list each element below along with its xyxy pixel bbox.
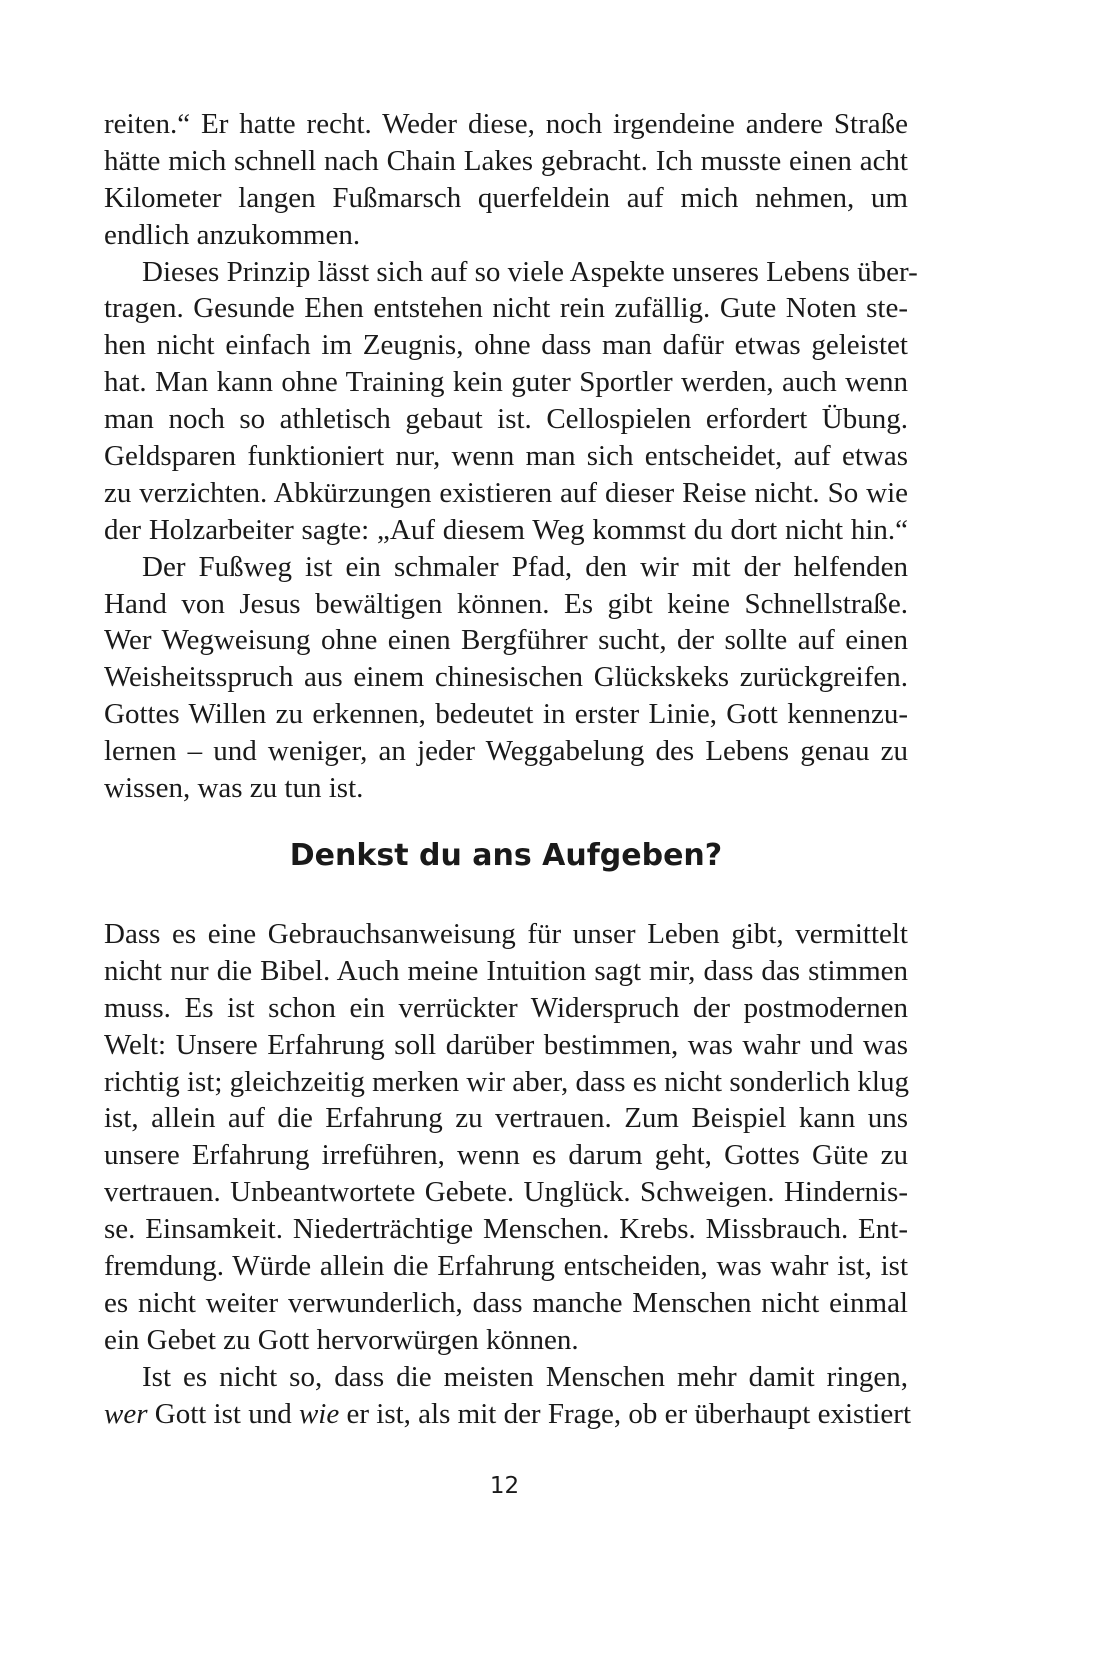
- text-run: er ist, als mit der Frage, ob er überhaupt existiert: [339, 1397, 912, 1430]
- paragraph: [104, 106, 908, 254]
- text-line: nicht nur die Bibel. Auch meine Intuition sagt mir, dass das stimmen: [104, 954, 908, 987]
- text-line: Weisheitsspruch aus einem chinesischen Glückskeks zurückgreifen.: [104, 661, 908, 694]
- text-line: zu verzichten. Abkürzungen existieren auf dieser Reise nicht. So wie: [104, 476, 908, 509]
- text-line: hat. Man kann ohne Training kein guter Sportler werden, auch wenn: [104, 366, 908, 399]
- text-line: Gottes Willen zu erkennen, bedeutet in erster Linie, Gott kennenzu-: [104, 698, 908, 731]
- paragraph: [104, 549, 908, 807]
- text-line: Ist es nicht so, dass die meisten Menschen mehr damit ringen,: [142, 1360, 908, 1393]
- paragraph: [104, 1359, 912, 1433]
- text-section-bottom: [104, 916, 912, 1432]
- text-line: muss. Es ist schon ein verrückter Widerspruch der postmodernen: [104, 991, 908, 1024]
- text-line: se. Einsamkeit. Niederträchtige Menschen. Krebs. Missbrauch. Ent-: [104, 1213, 908, 1246]
- text-line: unsere Erfahrung irreführen, wenn es darum geht, Gottes Güte zu: [104, 1139, 908, 1172]
- text-line: lernen – und weniger, an jeder Weggabelung des Lebens genau zu: [104, 735, 908, 768]
- text-line: fremdung. Würde allein die Erfahrung entscheiden, was wahr ist, ist: [104, 1250, 908, 1283]
- text-line: hen nicht einfach im Zeugnis, ohne dass man dafür etwas geleistet: [104, 329, 908, 362]
- text-line: ein Gebet zu Gott hervorwürgen können.: [104, 1323, 579, 1356]
- emphasis-text: wer: [104, 1397, 148, 1430]
- text-line: Wer Wegweisung ohne einen Bergführer sucht, der sollte auf einen: [104, 624, 908, 657]
- text-line: Geldsparen funktioniert nur, wenn man sich entscheidet, auf etwas: [104, 440, 908, 473]
- text-run: Gott ist und: [147, 1397, 299, 1430]
- text-line: vertrauen. Unbeantwortete Gebete. Unglück. Schweigen. Hindernis-: [104, 1176, 908, 1209]
- text-line: reiten.“ Er hatte recht. Weder diese, noch irgendeine andere Straße: [104, 108, 908, 140]
- text-line: wissen, was zu tun ist.: [104, 772, 364, 805]
- text-line: der Holzarbeiter sagte: „Auf diesem Weg kommst du dort nicht hin.“: [104, 513, 908, 546]
- section-heading: Denkst du ans Aufgeben?: [289, 838, 723, 873]
- text-line: richtig ist; gleichzeitig merken wir aber, dass es nicht sonderlich klug: [104, 1065, 909, 1098]
- text-line: Der Fußweg ist ein schmaler Pfad, den wir mit der helfenden: [142, 550, 908, 583]
- text-line: endlich anzukommen.: [104, 218, 361, 251]
- text-line: Kilometer langen Fußmarsch querfeldein auf mich nehmen, um: [104, 181, 908, 214]
- text-line: Hand von Jesus bewältigen können. Es gibt keine Schnellstraße.: [104, 587, 908, 620]
- text-line: es nicht weiter verwunderlich, dass manche Menschen nicht einmal: [104, 1286, 908, 1319]
- page-number: 12: [489, 1473, 520, 1499]
- text-line: [104, 1396, 912, 1433]
- emphasis-text: wie: [298, 1397, 340, 1430]
- text-line: Dieses Prinzip lässt sich auf so viele Aspekte unseres Lebens über-: [142, 255, 918, 288]
- text-line: Dass es eine Gebrauchsanweisung für unser Leben gibt, vermittelt: [104, 918, 908, 950]
- text-line: tragen. Gesunde Ehen entstehen nicht rein zufällig. Gute Noten ste-: [104, 292, 908, 325]
- paragraph: [104, 254, 918, 549]
- text-section-top: [104, 106, 918, 807]
- text-line: hätte mich schnell nach Chain Lakes gebracht. Ich musste einen acht: [104, 144, 908, 177]
- text-line: man noch so athletisch gebaut ist. Cellospielen erfordert Übung.: [104, 403, 908, 436]
- text-line: ist, allein auf die Erfahrung zu vertrauen. Zum Beispiel kann uns: [104, 1102, 908, 1135]
- paragraph: [104, 916, 908, 1359]
- text-line: Welt: Unsere Erfahrung soll darüber bestimmen, was wahr und was: [104, 1028, 908, 1061]
